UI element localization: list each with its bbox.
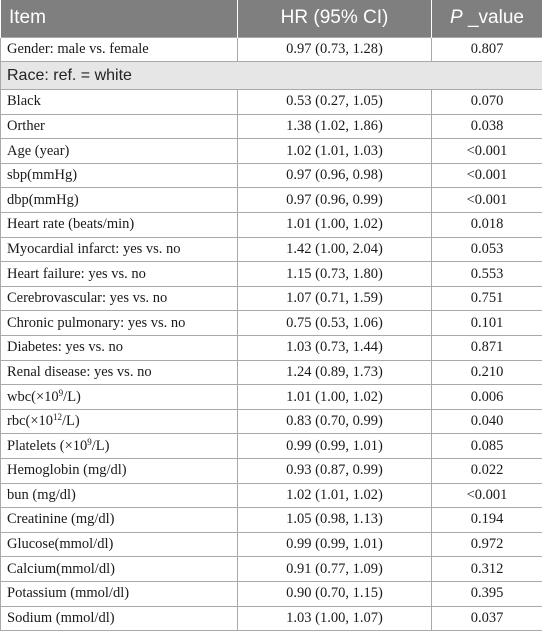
table-row bbox=[1, 90, 542, 115]
cell-item: dbp(mmHg) bbox=[1, 188, 238, 213]
item-exponent: 9 bbox=[58, 387, 64, 398]
table-row bbox=[1, 188, 542, 213]
item-unit-suffix: /L) bbox=[91, 437, 110, 454]
cell-hr: 0.97 (0.96, 0.99) bbox=[238, 188, 432, 213]
cell-hr: 1.01 (1.00, 1.02) bbox=[238, 385, 432, 410]
header-p-value bbox=[432, 0, 542, 37]
cell-hr: 0.99 (0.99, 1.01) bbox=[238, 532, 432, 557]
cell-p-value: 0.871 bbox=[432, 336, 542, 361]
cell-hr: 0.97 (0.73, 1.28) bbox=[238, 37, 432, 62]
cell-hr: 0.97 (0.96, 0.98) bbox=[238, 163, 432, 188]
cell-hr: 1.07 (0.71, 1.59) bbox=[238, 286, 432, 311]
cell-p-value: 0.807 bbox=[432, 37, 542, 62]
cell-p-value: 0.395 bbox=[432, 581, 542, 606]
cell-item: Heart failure: yes vs. no bbox=[1, 262, 238, 287]
section-label: Race: ref. = white bbox=[1, 62, 542, 90]
cell-item: Cerebrovascular: yes vs. no bbox=[1, 286, 238, 311]
table-row bbox=[1, 532, 542, 557]
cell-p-value: 0.751 bbox=[432, 286, 542, 311]
table-row bbox=[1, 557, 542, 582]
item-exponent: 9 bbox=[87, 436, 92, 447]
table-row bbox=[1, 385, 542, 410]
cell-p-value: 0.006 bbox=[432, 385, 542, 410]
table-row bbox=[1, 237, 542, 262]
cell-hr: 0.83 (0.70, 0.99) bbox=[238, 409, 432, 434]
header-item: Item bbox=[1, 0, 238, 37]
cell-item: Glucose(mmol/dl) bbox=[1, 532, 238, 557]
cell-item: Hemoglobin (mg/dl) bbox=[1, 459, 238, 484]
cell-hr: 1.38 (1.02, 1.86) bbox=[238, 114, 432, 139]
cell-p-value: 0.972 bbox=[432, 532, 542, 557]
cell-hr: 0.53 (0.27, 1.05) bbox=[238, 90, 432, 115]
header-hr: HR (95% CI) bbox=[238, 0, 432, 37]
table-row bbox=[1, 606, 542, 631]
cell-item: sbp(mmHg) bbox=[1, 163, 238, 188]
cell-item bbox=[1, 434, 238, 459]
cell-p-value: <0.001 bbox=[432, 483, 542, 508]
cell-p-value: 0.037 bbox=[432, 606, 542, 631]
cell-item: Black bbox=[1, 90, 238, 115]
cell-p-value: 0.053 bbox=[432, 237, 542, 262]
cell-hr: 0.93 (0.87, 0.99) bbox=[238, 459, 432, 484]
table-row bbox=[1, 213, 542, 238]
cell-hr: 0.75 (0.53, 1.06) bbox=[238, 311, 432, 336]
cell-item: Calcium(mmol/dl) bbox=[1, 557, 238, 582]
cell-item bbox=[1, 385, 238, 410]
header-p-italic: P bbox=[450, 7, 463, 29]
table-row bbox=[1, 286, 542, 311]
cell-item: Creatinine (mg/dl) bbox=[1, 508, 238, 533]
table-row bbox=[1, 459, 542, 484]
cell-p-value: 0.018 bbox=[432, 213, 542, 238]
item-unit-suffix: /L) bbox=[63, 388, 81, 405]
item-unit-suffix: /L) bbox=[62, 413, 80, 430]
cell-hr: 1.01 (1.00, 1.02) bbox=[238, 213, 432, 238]
cell-hr: 0.91 (0.77, 1.09) bbox=[238, 557, 432, 582]
header-p-rest: _value bbox=[462, 7, 524, 29]
cell-p-value: <0.001 bbox=[432, 163, 542, 188]
table-row bbox=[1, 311, 542, 336]
cell-p-value: 0.553 bbox=[432, 262, 542, 287]
cell-hr: 1.24 (0.89, 1.73) bbox=[238, 360, 432, 385]
item-text: Platelets (×10 bbox=[7, 437, 88, 454]
cell-hr: 1.05 (0.98, 1.13) bbox=[238, 508, 432, 533]
cell-item: Heart rate (beats/min) bbox=[1, 213, 238, 238]
item-exponent: 12 bbox=[53, 412, 63, 423]
item-text: rbc(×10 bbox=[7, 413, 54, 430]
table-row bbox=[1, 434, 542, 459]
cell-hr: 1.02 (1.01, 1.03) bbox=[238, 139, 432, 164]
cell-hr: 1.42 (1.00, 2.04) bbox=[238, 237, 432, 262]
cell-item: Diabetes: yes vs. no bbox=[1, 336, 238, 361]
table-row bbox=[1, 37, 542, 62]
item-text: wbc(×10 bbox=[7, 388, 59, 405]
cell-p-value: 0.038 bbox=[432, 114, 542, 139]
cell-p-value: 0.101 bbox=[432, 311, 542, 336]
table-row bbox=[1, 409, 542, 434]
cell-item: Potassium (mmol/dl) bbox=[1, 581, 238, 606]
cell-item: Renal disease: yes vs. no bbox=[1, 360, 238, 385]
table-row bbox=[1, 483, 542, 508]
cell-hr: 1.03 (0.73, 1.44) bbox=[238, 336, 432, 361]
cell-hr: 1.03 (1.00, 1.07) bbox=[238, 606, 432, 631]
cell-item: Chronic pulmonary: yes vs. no bbox=[1, 311, 238, 336]
cell-item bbox=[1, 409, 238, 434]
table-row bbox=[1, 114, 542, 139]
cell-p-value: 0.070 bbox=[432, 90, 542, 115]
cell-p-value: 0.210 bbox=[432, 360, 542, 385]
table-row bbox=[1, 139, 542, 164]
cell-hr: 0.90 (0.70, 1.15) bbox=[238, 581, 432, 606]
cell-p-value: <0.001 bbox=[432, 139, 542, 164]
table-row bbox=[1, 508, 542, 533]
cell-item: Age (year) bbox=[1, 139, 238, 164]
table-row bbox=[1, 360, 542, 385]
cell-item: Gender: male vs. female bbox=[1, 37, 238, 62]
cell-item: Myocardial infarct: yes vs. no bbox=[1, 237, 238, 262]
table-row bbox=[1, 581, 542, 606]
cell-p-value: 0.194 bbox=[432, 508, 542, 533]
cell-p-value: 0.022 bbox=[432, 459, 542, 484]
cell-item: Sodium (mmol/dl) bbox=[1, 606, 238, 631]
cell-hr: 0.99 (0.99, 1.01) bbox=[238, 434, 432, 459]
header-row bbox=[1, 0, 542, 37]
cell-hr: 1.02 (1.01, 1.02) bbox=[238, 483, 432, 508]
cell-p-value: <0.001 bbox=[432, 188, 542, 213]
cell-p-value: 0.085 bbox=[432, 434, 542, 459]
cell-hr: 1.15 (0.73, 1.80) bbox=[238, 262, 432, 287]
cell-item: bun (mg/dl) bbox=[1, 483, 238, 508]
table-body bbox=[1, 37, 542, 631]
section-row bbox=[1, 62, 542, 90]
cell-p-value: 0.312 bbox=[432, 557, 542, 582]
table-row bbox=[1, 336, 542, 361]
table-header bbox=[1, 0, 542, 37]
table-row bbox=[1, 163, 542, 188]
table-row bbox=[1, 262, 542, 287]
cell-item: Orther bbox=[1, 114, 238, 139]
cell-p-value: 0.040 bbox=[432, 409, 542, 434]
